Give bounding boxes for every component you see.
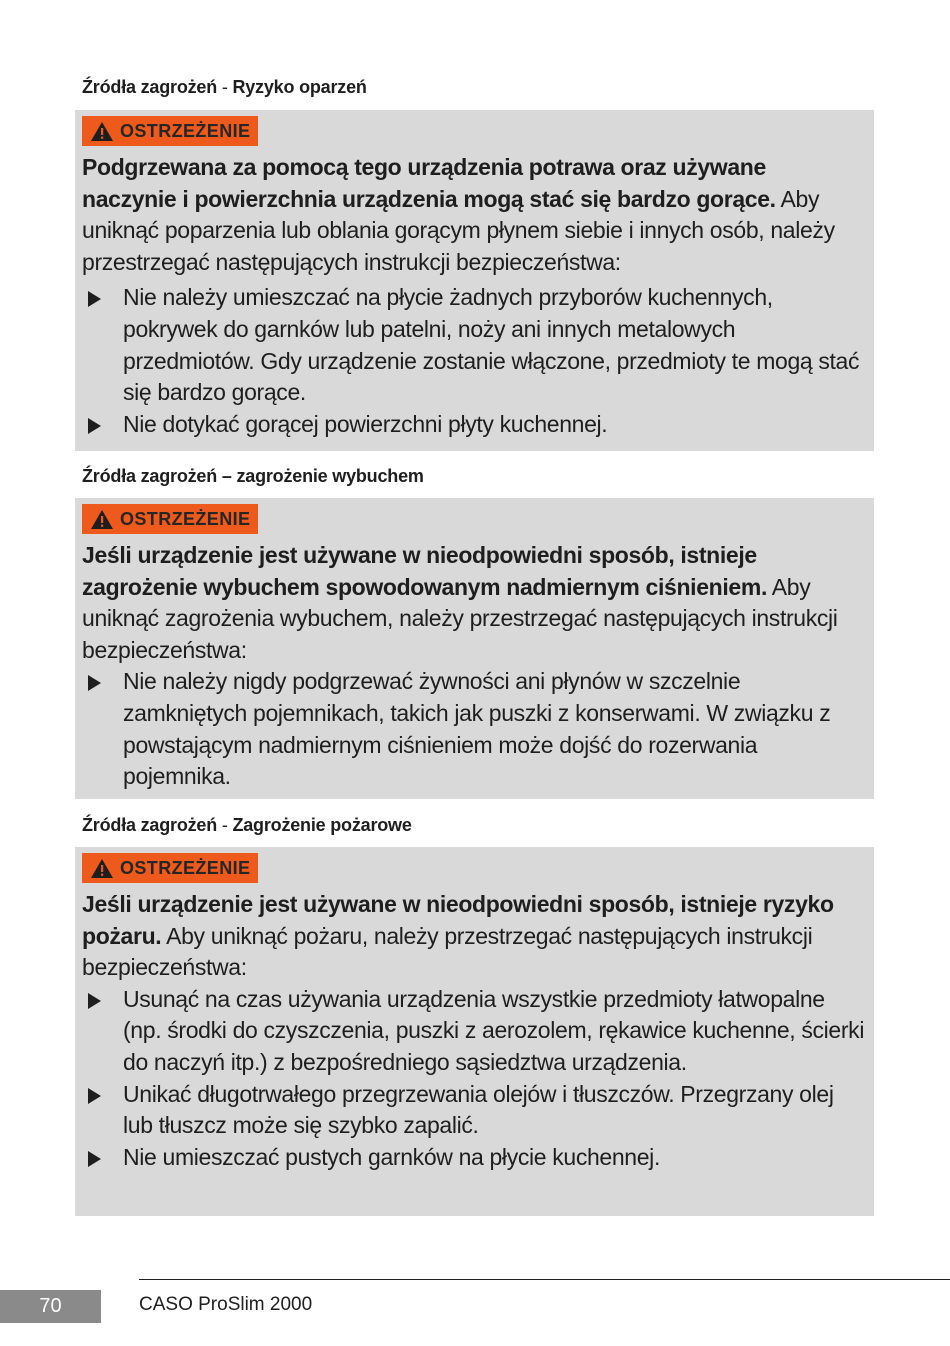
heading-sub: Zagrożenie pożarowe <box>232 815 412 835</box>
warning-badge <box>82 504 258 534</box>
warning-triangle-icon <box>91 122 113 141</box>
instruction-list <box>82 666 866 792</box>
bullet-arrow-icon <box>88 1151 101 1167</box>
section-heading-burns <box>82 77 367 98</box>
bullet-arrow-icon <box>88 993 101 1009</box>
warning-text <box>82 889 866 984</box>
heading-main: Źródła zagrożeń <box>82 466 218 486</box>
instruction-list <box>82 282 866 440</box>
list-item: Nie należy umieszczać na płycie żadnych przyborów kuchennych, pokrywek do garnków lub patelni, noży ani innych metalowych przedmiotów. Gdy urządzenie zostanie włączone, przedmioty te mogą stać się bardzo gorące. <box>82 282 866 408</box>
warning-badge-label: OSTRZEŻENIE <box>120 508 251 529</box>
warning-text <box>82 540 866 666</box>
heading-main: Źródła zagrożeń <box>82 77 218 97</box>
section-heading-explosion <box>82 466 424 487</box>
warning-badge-label: OSTRZEŻENIE <box>120 120 251 141</box>
product-name: CASO ProSlim 2000 <box>139 1294 313 1315</box>
warning-badge-label: OSTRZEŻENIE <box>120 857 251 878</box>
warning-triangle-icon <box>91 859 113 878</box>
warning-triangle-icon <box>91 510 113 529</box>
bullet-arrow-icon <box>88 675 101 691</box>
warning-text-normal: Aby uniknąć zagrożenia wybuchem, należy przestrzegać następujących instrukcji bezpieczeństwa: <box>82 573 838 663</box>
heading-separator: – <box>221 466 232 486</box>
heading-sub: Ryzyko oparzeń <box>232 77 367 97</box>
heading-sub: zagrożenie wybuchem <box>236 466 424 486</box>
list-item: Nie dotykać gorącej powierzchni płyty kuchennej. <box>82 409 866 441</box>
list-item: Nie umieszczać pustych garnków na płycie kuchennej. <box>82 1142 866 1174</box>
bullet-arrow-icon <box>88 1088 101 1104</box>
warning-text-normal: Aby uniknąć poparzenia lub oblania gorącym płynem siebie i innych osób, należy przestrzegać następujących instrukcji bezpieczeństwa: <box>82 185 835 275</box>
heading-separator: - <box>221 77 228 97</box>
warning-text-bold: Jeśli urządzenie jest używane w nieodpowiedni sposób, istnieje zagrożenie wybuchem spowodowanym nadmiernym ciśnieniem. <box>82 542 767 600</box>
warning-text <box>82 152 866 278</box>
warning-box-burns <box>75 110 874 451</box>
heading-main: Źródła zagrożeń <box>82 815 218 835</box>
heading-separator: - <box>221 815 228 835</box>
page-number: 70 <box>0 1290 101 1323</box>
warning-box-explosion <box>75 498 874 799</box>
list-item: Nie należy nigdy podgrzewać żywności ani płynów w szczelnie zamkniętych pojemnikach, takich jak puszki z konserwami. W związku z powstającym nadmiernym ciśnieniem może dojść do rozerwania pojemnika. <box>82 666 866 792</box>
warning-badge <box>82 853 258 883</box>
section-heading-fire <box>82 815 412 836</box>
warning-text-bold: Podgrzewana za pomocą tego urządzenia potrawa oraz używane naczynie i powierzchnia urządzenia mogą stać się bardzo gorące. <box>82 154 776 212</box>
list-item: Usunąć na czas używania urządzenia wszystkie przedmioty łatwopalne (np. środki do czyszczenia, puszki z aerozolem, rękawice kuchenne, ścierki do naczyń itp.) z bezpośredniego sąsiedztwa urządzenia. <box>82 984 866 1079</box>
warning-box-fire <box>75 847 874 1216</box>
list-item: Unikać długotrwałego przegrzewania olejów i tłuszczów. Przegrzany olej lub tłuszcz może się szybko zapalić. <box>82 1079 866 1142</box>
footer-divider <box>139 1279 950 1280</box>
warning-badge <box>82 116 258 146</box>
bullet-arrow-icon <box>88 291 101 307</box>
instruction-list <box>82 984 866 1174</box>
bullet-arrow-icon <box>88 418 101 434</box>
warning-text-normal: Aby uniknąć pożaru, należy przestrzegać następujących instrukcji bezpieczeństwa: <box>82 922 813 981</box>
warning-text-bold: Jeśli urządzenie jest używane w nieodpowiedni sposób, istnieje ryzyko pożaru. <box>82 891 834 949</box>
